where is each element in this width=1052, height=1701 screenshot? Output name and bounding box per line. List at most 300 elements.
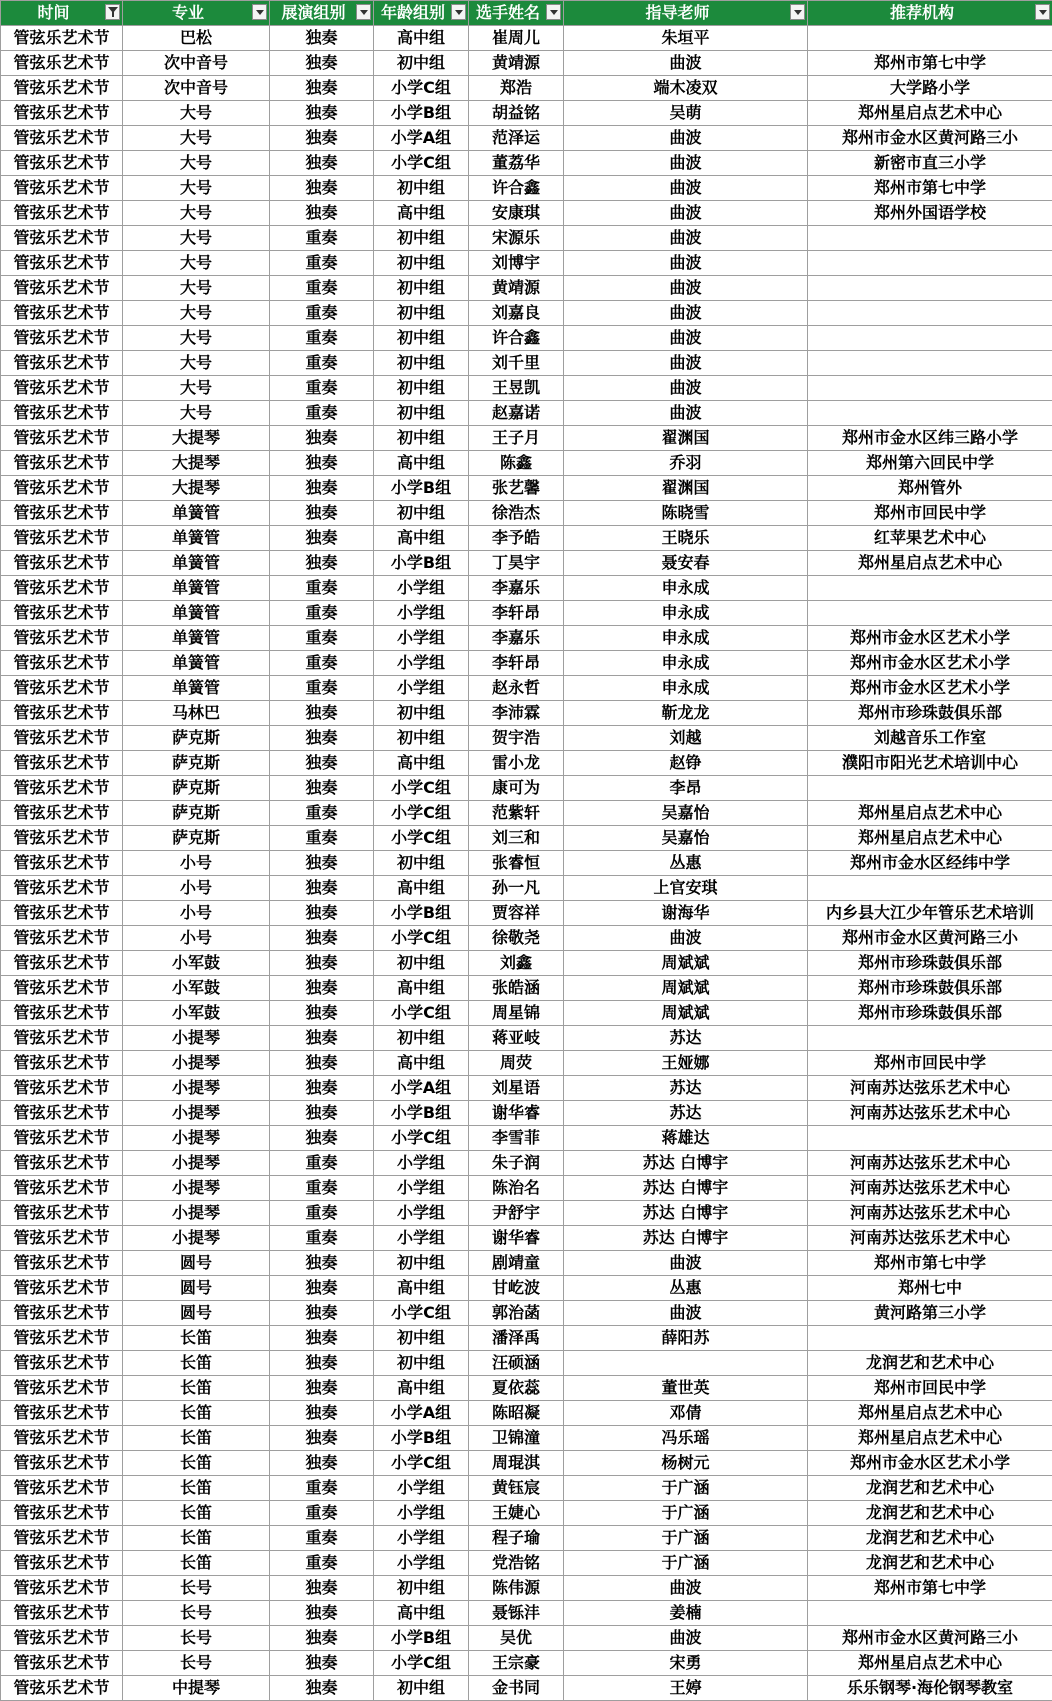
cell-player-name[interactable]: 潘泽禹 <box>469 1326 564 1351</box>
cell-player-name[interactable]: 赵永哲 <box>469 676 564 701</box>
cell-time[interactable]: 管弦乐艺术节 <box>1 76 123 101</box>
cell-age-group[interactable]: 高中组 <box>374 976 469 1001</box>
cell-performance-group[interactable]: 独奏 <box>270 901 374 926</box>
cell-player-name[interactable]: 刘嘉良 <box>469 301 564 326</box>
cell-instructor[interactable]: 刘越 <box>564 726 808 751</box>
cell-instructor[interactable]: 陈晓雪 <box>564 501 808 526</box>
cell-age-group[interactable]: 高中组 <box>374 751 469 776</box>
cell-major[interactable]: 萨克斯 <box>123 726 270 751</box>
cell-recommending-org[interactable]: 河南苏达弦乐艺术中心 <box>808 1076 1052 1101</box>
cell-instructor[interactable]: 苏达 <box>564 1101 808 1126</box>
cell-age-group[interactable]: 小学B组 <box>374 1101 469 1126</box>
cell-major[interactable]: 圆号 <box>123 1301 270 1326</box>
cell-age-group[interactable]: 小学B组 <box>374 1626 469 1651</box>
cell-instructor[interactable]: 曲波 <box>564 376 808 401</box>
cell-major[interactable]: 长笛 <box>123 1401 270 1426</box>
cell-player-name[interactable]: 贾容祥 <box>469 901 564 926</box>
cell-player-name[interactable]: 李予皓 <box>469 526 564 551</box>
cell-time[interactable]: 管弦乐艺术节 <box>1 1051 123 1076</box>
cell-player-name[interactable]: 孙一凡 <box>469 876 564 901</box>
cell-performance-group[interactable]: 独奏 <box>270 701 374 726</box>
cell-instructor[interactable]: 翟渊国 <box>564 476 808 501</box>
cell-time[interactable]: 管弦乐艺术节 <box>1 1626 123 1651</box>
cell-recommending-org[interactable] <box>808 876 1052 901</box>
cell-performance-group[interactable]: 独奏 <box>270 1076 374 1101</box>
cell-major[interactable]: 长笛 <box>123 1376 270 1401</box>
cell-recommending-org[interactable]: 郑州市金水区黄河路三小 <box>808 1626 1052 1651</box>
cell-age-group[interactable]: 高中组 <box>374 526 469 551</box>
cell-instructor[interactable]: 吴萌 <box>564 101 808 126</box>
cell-performance-group[interactable]: 重奏 <box>270 1176 374 1201</box>
cell-major[interactable]: 小提琴 <box>123 1151 270 1176</box>
cell-player-name[interactable]: 程子瑜 <box>469 1526 564 1551</box>
cell-time[interactable]: 管弦乐艺术节 <box>1 776 123 801</box>
cell-performance-group[interactable]: 重奏 <box>270 1201 374 1226</box>
cell-major[interactable]: 大号 <box>123 201 270 226</box>
cell-age-group[interactable]: 小学B组 <box>374 551 469 576</box>
cell-time[interactable]: 管弦乐艺术节 <box>1 26 123 51</box>
cell-player-name[interactable]: 黄钰宸 <box>469 1476 564 1501</box>
cell-performance-group[interactable]: 独奏 <box>270 1051 374 1076</box>
cell-performance-group[interactable]: 独奏 <box>270 1676 374 1701</box>
cell-performance-group[interactable]: 独奏 <box>270 1101 374 1126</box>
cell-age-group[interactable]: 小学C组 <box>374 801 469 826</box>
cell-time[interactable]: 管弦乐艺术节 <box>1 1276 123 1301</box>
cell-instructor[interactable]: 于广涵 <box>564 1501 808 1526</box>
cell-recommending-org[interactable] <box>808 1026 1052 1051</box>
cell-player-name[interactable]: 谢华睿 <box>469 1226 564 1251</box>
cell-instructor[interactable]: 曲波 <box>564 1251 808 1276</box>
cell-instructor[interactable]: 曲波 <box>564 926 808 951</box>
cell-performance-group[interactable]: 独奏 <box>270 726 374 751</box>
cell-time[interactable]: 管弦乐艺术节 <box>1 751 123 776</box>
cell-recommending-org[interactable]: 河南苏达弦乐艺术中心 <box>808 1151 1052 1176</box>
cell-age-group[interactable]: 初中组 <box>374 226 469 251</box>
cell-recommending-org[interactable]: 濮阳市阳光艺术培训中心 <box>808 751 1052 776</box>
cell-performance-group[interactable]: 独奏 <box>270 76 374 101</box>
cell-instructor[interactable] <box>564 1351 808 1376</box>
cell-major[interactable]: 大提琴 <box>123 451 270 476</box>
cell-time[interactable]: 管弦乐艺术节 <box>1 51 123 76</box>
cell-time[interactable]: 管弦乐艺术节 <box>1 526 123 551</box>
cell-recommending-org[interactable]: 郑州市金水区纬三路小学 <box>808 426 1052 451</box>
cell-player-name[interactable]: 王子月 <box>469 426 564 451</box>
cell-major[interactable]: 长笛 <box>123 1451 270 1476</box>
cell-major[interactable]: 圆号 <box>123 1276 270 1301</box>
cell-instructor[interactable]: 宋勇 <box>564 1651 808 1676</box>
cell-player-name[interactable]: 王昱凯 <box>469 376 564 401</box>
cell-instructor[interactable]: 曲波 <box>564 226 808 251</box>
cell-age-group[interactable]: 小学组 <box>374 1176 469 1201</box>
cell-instructor[interactable]: 吴嘉怡 <box>564 826 808 851</box>
cell-recommending-org[interactable] <box>808 26 1052 51</box>
cell-time[interactable]: 管弦乐艺术节 <box>1 1676 123 1701</box>
cell-performance-group[interactable]: 独奏 <box>270 1301 374 1326</box>
cell-time[interactable]: 管弦乐艺术节 <box>1 1451 123 1476</box>
cell-performance-group[interactable]: 独奏 <box>270 501 374 526</box>
cell-recommending-org[interactable]: 郑州外国语学校 <box>808 201 1052 226</box>
cell-age-group[interactable]: 初中组 <box>374 851 469 876</box>
cell-age-group[interactable]: 初中组 <box>374 1251 469 1276</box>
cell-player-name[interactable]: 尹舒宇 <box>469 1201 564 1226</box>
cell-time[interactable]: 管弦乐艺术节 <box>1 176 123 201</box>
cell-performance-group[interactable]: 重奏 <box>270 801 374 826</box>
cell-recommending-org[interactable] <box>808 776 1052 801</box>
cell-age-group[interactable]: 小学A组 <box>374 1401 469 1426</box>
cell-instructor[interactable]: 曲波 <box>564 251 808 276</box>
cell-instructor[interactable]: 申永成 <box>564 651 808 676</box>
cell-age-group[interactable]: 小学组 <box>374 576 469 601</box>
cell-instructor[interactable]: 苏达 白博宇 <box>564 1226 808 1251</box>
cell-instructor[interactable]: 曲波 <box>564 201 808 226</box>
cell-time[interactable]: 管弦乐艺术节 <box>1 1251 123 1276</box>
cell-major[interactable]: 大提琴 <box>123 426 270 451</box>
cell-player-name[interactable]: 谢华睿 <box>469 1101 564 1126</box>
cell-major[interactable]: 长笛 <box>123 1551 270 1576</box>
cell-performance-group[interactable]: 独奏 <box>270 976 374 1001</box>
cell-age-group[interactable]: 初中组 <box>374 176 469 201</box>
cell-major[interactable]: 大号 <box>123 376 270 401</box>
cell-age-group[interactable]: 初中组 <box>374 301 469 326</box>
cell-time[interactable]: 管弦乐艺术节 <box>1 351 123 376</box>
cell-major[interactable]: 萨克斯 <box>123 751 270 776</box>
cell-recommending-org[interactable]: 龙润艺和艺术中心 <box>808 1351 1052 1376</box>
cell-performance-group[interactable]: 独奏 <box>270 1376 374 1401</box>
cell-time[interactable]: 管弦乐艺术节 <box>1 651 123 676</box>
cell-time[interactable]: 管弦乐艺术节 <box>1 376 123 401</box>
cell-major[interactable]: 小提琴 <box>123 1101 270 1126</box>
cell-age-group[interactable]: 小学C组 <box>374 151 469 176</box>
cell-age-group[interactable]: 小学组 <box>374 1476 469 1501</box>
cell-age-group[interactable]: 初中组 <box>374 351 469 376</box>
cell-instructor[interactable]: 冯乐瑶 <box>564 1426 808 1451</box>
cell-player-name[interactable]: 聂铄沣 <box>469 1601 564 1626</box>
cell-major[interactable]: 小提琴 <box>123 1176 270 1201</box>
cell-major[interactable]: 长笛 <box>123 1501 270 1526</box>
cell-age-group[interactable]: 小学B组 <box>374 101 469 126</box>
cell-major[interactable]: 长号 <box>123 1576 270 1601</box>
cell-instructor[interactable]: 曲波 <box>564 301 808 326</box>
cell-performance-group[interactable]: 独奏 <box>270 951 374 976</box>
cell-instructor[interactable]: 周斌斌 <box>564 951 808 976</box>
cell-performance-group[interactable]: 独奏 <box>270 1251 374 1276</box>
cell-age-group[interactable]: 初中组 <box>374 1576 469 1601</box>
cell-age-group[interactable]: 初中组 <box>374 726 469 751</box>
cell-instructor[interactable]: 申永成 <box>564 601 808 626</box>
cell-player-name[interactable]: 郭治菡 <box>469 1301 564 1326</box>
cell-instructor[interactable]: 苏达 <box>564 1076 808 1101</box>
cell-recommending-org[interactable]: 龙润艺和艺术中心 <box>808 1526 1052 1551</box>
cell-age-group[interactable]: 高中组 <box>374 201 469 226</box>
cell-instructor[interactable]: 聂安春 <box>564 551 808 576</box>
cell-performance-group[interactable]: 独奏 <box>270 526 374 551</box>
cell-age-group[interactable]: 小学C组 <box>374 1126 469 1151</box>
cell-major[interactable]: 大号 <box>123 301 270 326</box>
cell-recommending-org[interactable]: 郑州市珍珠鼓俱乐部 <box>808 1001 1052 1026</box>
cell-performance-group[interactable]: 重奏 <box>270 401 374 426</box>
cell-recommending-org[interactable]: 河南苏达弦乐艺术中心 <box>808 1101 1052 1126</box>
cell-age-group[interactable]: 初中组 <box>374 1026 469 1051</box>
cell-time[interactable]: 管弦乐艺术节 <box>1 101 123 126</box>
cell-player-name[interactable]: 黄靖源 <box>469 276 564 301</box>
cell-player-name[interactable]: 周星锦 <box>469 1001 564 1026</box>
cell-performance-group[interactable]: 独奏 <box>270 1001 374 1026</box>
cell-player-name[interactable]: 张睿恒 <box>469 851 564 876</box>
cell-age-group[interactable]: 高中组 <box>374 1376 469 1401</box>
cell-major[interactable]: 长笛 <box>123 1326 270 1351</box>
dropdown-arrow-icon[interactable] <box>546 4 561 20</box>
cell-player-name[interactable]: 贺宇浩 <box>469 726 564 751</box>
cell-performance-group[interactable]: 独奏 <box>270 151 374 176</box>
cell-instructor[interactable]: 申永成 <box>564 676 808 701</box>
cell-major[interactable]: 大号 <box>123 351 270 376</box>
cell-major[interactable]: 巴松 <box>123 26 270 51</box>
cell-performance-group[interactable]: 重奏 <box>270 1551 374 1576</box>
cell-time[interactable]: 管弦乐艺术节 <box>1 301 123 326</box>
cell-age-group[interactable]: 小学A组 <box>374 1076 469 1101</box>
cell-player-name[interactable]: 李沛霖 <box>469 701 564 726</box>
cell-age-group[interactable]: 小学B组 <box>374 1426 469 1451</box>
cell-major[interactable]: 大号 <box>123 401 270 426</box>
cell-recommending-org[interactable]: 郑州市回民中学 <box>808 1051 1052 1076</box>
cell-player-name[interactable]: 丁昊宇 <box>469 551 564 576</box>
cell-time[interactable]: 管弦乐艺术节 <box>1 701 123 726</box>
cell-recommending-org[interactable]: 郑州市金水区黄河路三小 <box>808 926 1052 951</box>
cell-player-name[interactable]: 汪硕涵 <box>469 1351 564 1376</box>
cell-performance-group[interactable]: 独奏 <box>270 876 374 901</box>
cell-performance-group[interactable]: 独奏 <box>270 1401 374 1426</box>
cell-player-name[interactable]: 陈治名 <box>469 1176 564 1201</box>
cell-time[interactable]: 管弦乐艺术节 <box>1 1401 123 1426</box>
cell-player-name[interactable]: 李嘉乐 <box>469 626 564 651</box>
cell-player-name[interactable]: 甘屹波 <box>469 1276 564 1301</box>
cell-age-group[interactable]: 小学组 <box>374 601 469 626</box>
cell-major[interactable]: 单簧管 <box>123 501 270 526</box>
dropdown-arrow-icon[interactable] <box>356 4 371 20</box>
cell-performance-group[interactable]: 重奏 <box>270 301 374 326</box>
cell-instructor[interactable]: 吴嘉怡 <box>564 801 808 826</box>
cell-major[interactable]: 次中音号 <box>123 76 270 101</box>
cell-major[interactable]: 大提琴 <box>123 476 270 501</box>
cell-performance-group[interactable]: 独奏 <box>270 751 374 776</box>
cell-age-group[interactable]: 小学组 <box>374 1201 469 1226</box>
cell-player-name[interactable]: 周荧 <box>469 1051 564 1076</box>
cell-instructor[interactable]: 苏达 白博宇 <box>564 1151 808 1176</box>
cell-recommending-org[interactable]: 郑州星启点艺术中心 <box>808 101 1052 126</box>
dropdown-arrow-icon[interactable] <box>252 4 267 20</box>
cell-recommending-org[interactable]: 河南苏达弦乐艺术中心 <box>808 1226 1052 1251</box>
cell-time[interactable]: 管弦乐艺术节 <box>1 1501 123 1526</box>
cell-instructor[interactable]: 曲波 <box>564 126 808 151</box>
cell-performance-group[interactable]: 独奏 <box>270 1276 374 1301</box>
cell-instructor[interactable]: 申永成 <box>564 576 808 601</box>
cell-recommending-org[interactable]: 郑州市回民中学 <box>808 1376 1052 1401</box>
cell-age-group[interactable]: 小学组 <box>374 1551 469 1576</box>
cell-major[interactable]: 小号 <box>123 926 270 951</box>
cell-time[interactable]: 管弦乐艺术节 <box>1 401 123 426</box>
cell-performance-group[interactable]: 重奏 <box>270 676 374 701</box>
cell-instructor[interactable]: 赵铮 <box>564 751 808 776</box>
cell-age-group[interactable]: 小学B组 <box>374 476 469 501</box>
cell-instructor[interactable]: 薛阳苏 <box>564 1326 808 1351</box>
cell-instructor[interactable]: 蒋雄达 <box>564 1126 808 1151</box>
cell-recommending-org[interactable] <box>808 326 1052 351</box>
cell-recommending-org[interactable] <box>808 351 1052 376</box>
cell-player-name[interactable]: 夏依蕊 <box>469 1376 564 1401</box>
cell-recommending-org[interactable]: 新密市直三小学 <box>808 151 1052 176</box>
cell-player-name[interactable]: 许合鑫 <box>469 176 564 201</box>
cell-performance-group[interactable]: 重奏 <box>270 651 374 676</box>
cell-player-name[interactable]: 范泽运 <box>469 126 564 151</box>
cell-performance-group[interactable]: 独奏 <box>270 426 374 451</box>
cell-player-name[interactable]: 崔周儿 <box>469 26 564 51</box>
cell-performance-group[interactable]: 重奏 <box>270 1226 374 1251</box>
cell-recommending-org[interactable]: 郑州市金水区艺术小学 <box>808 676 1052 701</box>
cell-player-name[interactable]: 张皓涵 <box>469 976 564 1001</box>
cell-time[interactable]: 管弦乐艺术节 <box>1 1376 123 1401</box>
cell-time[interactable]: 管弦乐艺术节 <box>1 876 123 901</box>
cell-recommending-org[interactable]: 郑州市第七中学 <box>808 176 1052 201</box>
cell-major[interactable]: 长笛 <box>123 1426 270 1451</box>
cell-age-group[interactable]: 小学C组 <box>374 1451 469 1476</box>
cell-player-name[interactable]: 王婕心 <box>469 1501 564 1526</box>
cell-major[interactable]: 长笛 <box>123 1351 270 1376</box>
cell-recommending-org[interactable]: 郑州星启点艺术中心 <box>808 551 1052 576</box>
cell-instructor[interactable]: 苏达 白博宇 <box>564 1176 808 1201</box>
cell-performance-group[interactable]: 重奏 <box>270 276 374 301</box>
cell-instructor[interactable]: 曲波 <box>564 351 808 376</box>
cell-time[interactable]: 管弦乐艺术节 <box>1 1476 123 1501</box>
cell-time[interactable]: 管弦乐艺术节 <box>1 201 123 226</box>
cell-major[interactable]: 小军鼓 <box>123 1001 270 1026</box>
cell-major[interactable]: 大号 <box>123 176 270 201</box>
cell-time[interactable]: 管弦乐艺术节 <box>1 1101 123 1126</box>
cell-recommending-org[interactable]: 郑州市金水区艺术小学 <box>808 1451 1052 1476</box>
cell-instructor[interactable]: 于广涵 <box>564 1526 808 1551</box>
cell-recommending-org[interactable]: 郑州市回民中学 <box>808 501 1052 526</box>
cell-instructor[interactable]: 杨树元 <box>564 1451 808 1476</box>
cell-instructor[interactable]: 王娅娜 <box>564 1051 808 1076</box>
cell-performance-group[interactable]: 独奏 <box>270 1326 374 1351</box>
cell-major[interactable]: 小提琴 <box>123 1226 270 1251</box>
cell-instructor[interactable]: 靳龙龙 <box>564 701 808 726</box>
cell-instructor[interactable]: 曲波 <box>564 1301 808 1326</box>
cell-performance-group[interactable]: 独奏 <box>270 1451 374 1476</box>
cell-age-group[interactable]: 初中组 <box>374 1351 469 1376</box>
cell-instructor[interactable]: 周斌斌 <box>564 976 808 1001</box>
cell-time[interactable]: 管弦乐艺术节 <box>1 326 123 351</box>
cell-recommending-org[interactable]: 郑州第六回民中学 <box>808 451 1052 476</box>
cell-time[interactable]: 管弦乐艺术节 <box>1 926 123 951</box>
cell-time[interactable]: 管弦乐艺术节 <box>1 726 123 751</box>
cell-performance-group[interactable]: 独奏 <box>270 1601 374 1626</box>
cell-recommending-org[interactable]: 龙润艺和艺术中心 <box>808 1551 1052 1576</box>
cell-player-name[interactable]: 张艺馨 <box>469 476 564 501</box>
cell-recommending-org[interactable]: 龙润艺和艺术中心 <box>808 1476 1052 1501</box>
cell-player-name[interactable]: 剧靖童 <box>469 1251 564 1276</box>
cell-age-group[interactable]: 小学C组 <box>374 1001 469 1026</box>
cell-instructor[interactable]: 周斌斌 <box>564 1001 808 1026</box>
cell-performance-group[interactable]: 独奏 <box>270 1126 374 1151</box>
cell-performance-group[interactable]: 独奏 <box>270 201 374 226</box>
cell-time[interactable]: 管弦乐艺术节 <box>1 1151 123 1176</box>
cell-recommending-org[interactable]: 郑州星启点艺术中心 <box>808 1426 1052 1451</box>
cell-player-name[interactable]: 刘鑫 <box>469 951 564 976</box>
cell-player-name[interactable]: 雷小龙 <box>469 751 564 776</box>
cell-time[interactable]: 管弦乐艺术节 <box>1 1426 123 1451</box>
cell-major[interactable]: 小号 <box>123 901 270 926</box>
cell-time[interactable]: 管弦乐艺术节 <box>1 1026 123 1051</box>
cell-player-name[interactable]: 刘三和 <box>469 826 564 851</box>
cell-performance-group[interactable]: 重奏 <box>270 1501 374 1526</box>
cell-time[interactable]: 管弦乐艺术节 <box>1 1226 123 1251</box>
cell-performance-group[interactable]: 重奏 <box>270 1476 374 1501</box>
cell-major[interactable]: 小号 <box>123 851 270 876</box>
cell-performance-group[interactable]: 独奏 <box>270 551 374 576</box>
cell-time[interactable]: 管弦乐艺术节 <box>1 801 123 826</box>
cell-performance-group[interactable]: 重奏 <box>270 1151 374 1176</box>
cell-time[interactable]: 管弦乐艺术节 <box>1 551 123 576</box>
cell-recommending-org[interactable] <box>808 376 1052 401</box>
cell-recommending-org[interactable]: 郑州星启点艺术中心 <box>808 826 1052 851</box>
cell-age-group[interactable]: 小学C组 <box>374 926 469 951</box>
cell-instructor[interactable]: 端木凌双 <box>564 76 808 101</box>
cell-time[interactable]: 管弦乐艺术节 <box>1 426 123 451</box>
cell-performance-group[interactable]: 独奏 <box>270 851 374 876</box>
cell-performance-group[interactable]: 独奏 <box>270 126 374 151</box>
cell-recommending-org[interactable] <box>808 601 1052 626</box>
cell-recommending-org[interactable]: 郑州市珍珠鼓俱乐部 <box>808 951 1052 976</box>
cell-major[interactable]: 大号 <box>123 251 270 276</box>
cell-performance-group[interactable]: 独奏 <box>270 1651 374 1676</box>
cell-age-group[interactable]: 初中组 <box>374 376 469 401</box>
cell-instructor[interactable]: 曲波 <box>564 1576 808 1601</box>
cell-performance-group[interactable]: 独奏 <box>270 101 374 126</box>
cell-age-group[interactable]: 小学C组 <box>374 1651 469 1676</box>
cell-major[interactable]: 小号 <box>123 876 270 901</box>
cell-major[interactable]: 萨克斯 <box>123 801 270 826</box>
cell-player-name[interactable]: 朱子润 <box>469 1151 564 1176</box>
cell-performance-group[interactable]: 独奏 <box>270 51 374 76</box>
cell-major[interactable]: 长号 <box>123 1651 270 1676</box>
cell-time[interactable]: 管弦乐艺术节 <box>1 151 123 176</box>
cell-time[interactable]: 管弦乐艺术节 <box>1 276 123 301</box>
cell-major[interactable]: 小提琴 <box>123 1076 270 1101</box>
cell-recommending-org[interactable]: 郑州市珍珠鼓俱乐部 <box>808 976 1052 1001</box>
cell-recommending-org[interactable] <box>808 401 1052 426</box>
cell-recommending-org[interactable]: 乐乐钢琴·海伦钢琴教室 <box>808 1676 1052 1701</box>
cell-time[interactable]: 管弦乐艺术节 <box>1 826 123 851</box>
cell-time[interactable]: 管弦乐艺术节 <box>1 1601 123 1626</box>
cell-performance-group[interactable]: 重奏 <box>270 576 374 601</box>
cell-instructor[interactable]: 姜楠 <box>564 1601 808 1626</box>
cell-instructor[interactable]: 王晓乐 <box>564 526 808 551</box>
cell-instructor[interactable]: 苏达 白博宇 <box>564 1201 808 1226</box>
cell-performance-group[interactable]: 独奏 <box>270 1576 374 1601</box>
cell-instructor[interactable]: 曲波 <box>564 326 808 351</box>
cell-age-group[interactable]: 小学B组 <box>374 901 469 926</box>
cell-performance-group[interactable]: 独奏 <box>270 776 374 801</box>
cell-player-name[interactable]: 金书同 <box>469 1676 564 1701</box>
cell-major[interactable]: 单簧管 <box>123 676 270 701</box>
cell-major[interactable]: 圆号 <box>123 1251 270 1276</box>
cell-age-group[interactable]: 高中组 <box>374 26 469 51</box>
cell-time[interactable]: 管弦乐艺术节 <box>1 476 123 501</box>
cell-instructor[interactable]: 乔羽 <box>564 451 808 476</box>
cell-major[interactable]: 小提琴 <box>123 1201 270 1226</box>
cell-recommending-org[interactable] <box>808 251 1052 276</box>
cell-performance-group[interactable]: 重奏 <box>270 226 374 251</box>
